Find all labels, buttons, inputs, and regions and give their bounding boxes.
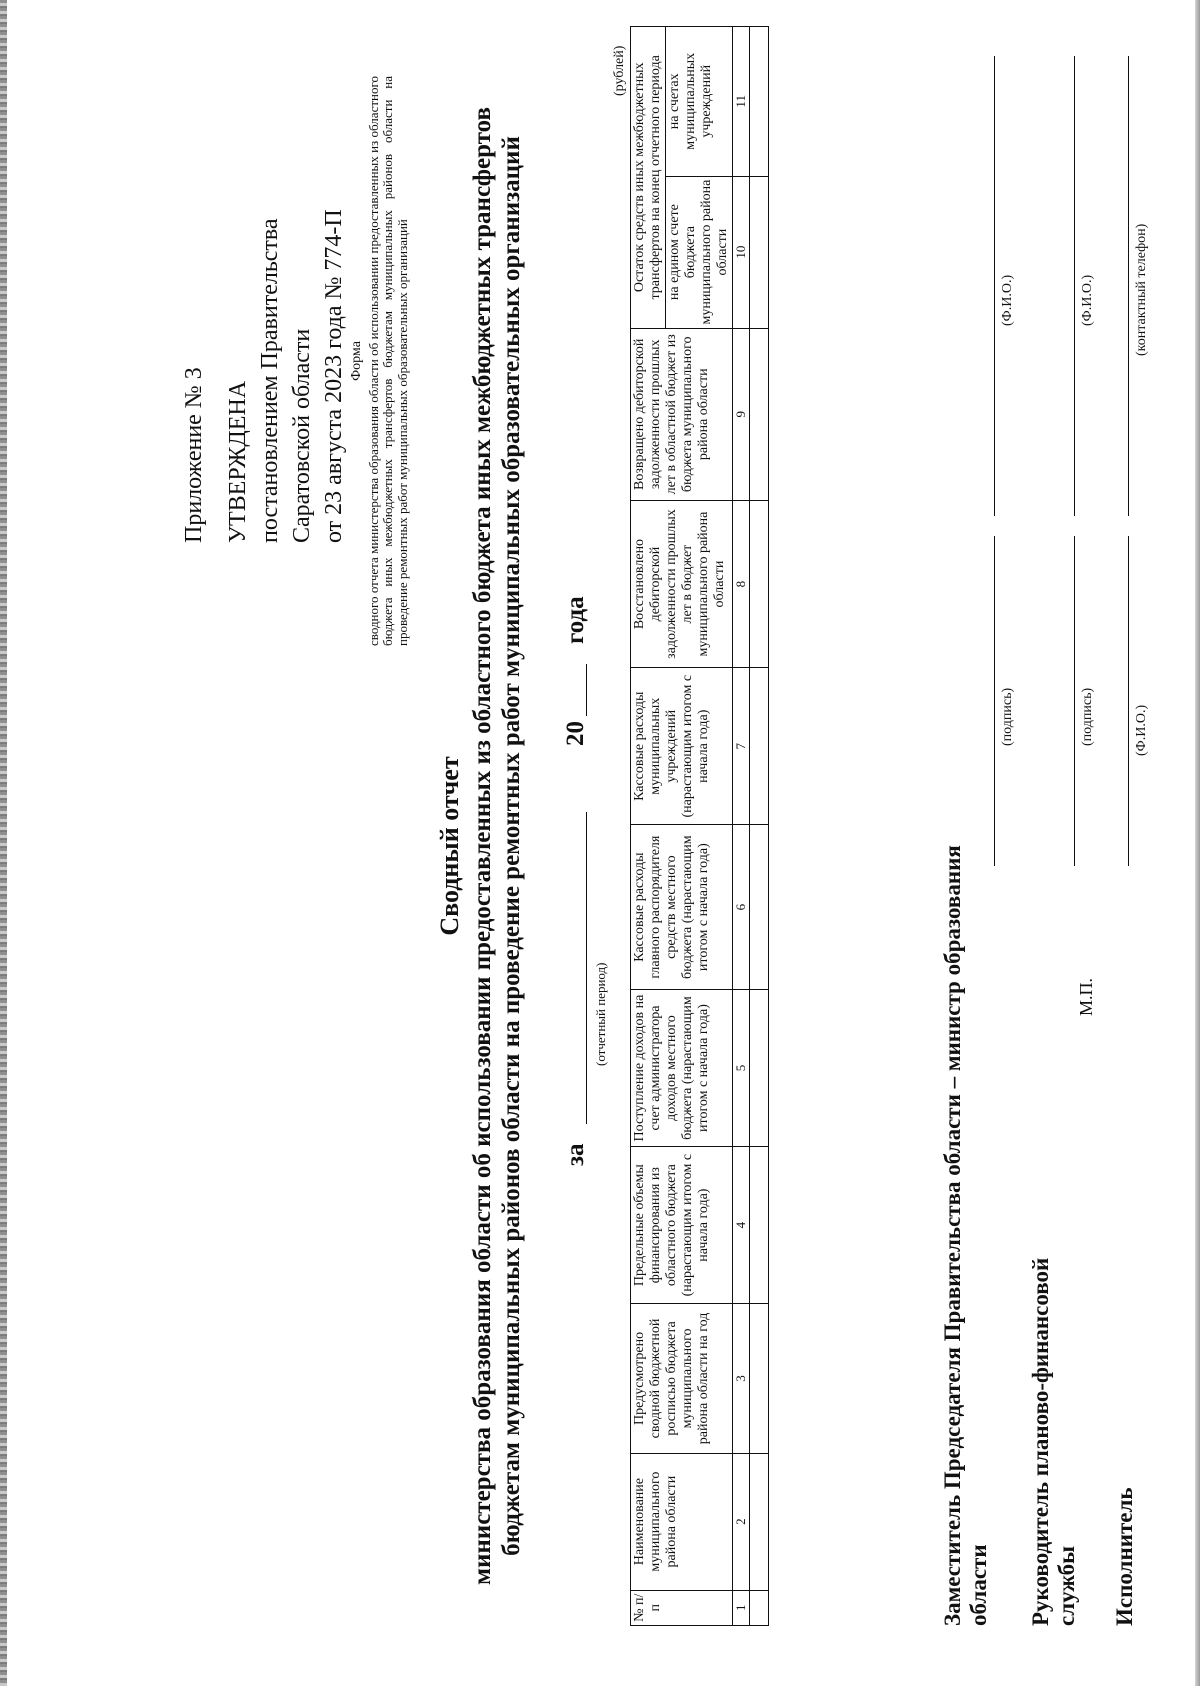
annex-line-1: постановлением Правительства: [257, 218, 283, 543]
form-description: сводного отчета министерства образования области об использовании предоставленных из областного бюджета иных межбюджетных трансфертов бюджетам муниципальных районов области на проведение ремонтных работ муниципальных образовательных организаций: [365, 76, 410, 646]
column-number: 10: [733, 176, 750, 328]
deputy-sign-hint: (подпись): [1000, 687, 1015, 746]
signature-block: [940, 6, 1170, 1626]
header-col-11: на счетах муниципальных учреждений: [666, 27, 733, 177]
column-number: 2: [733, 1453, 750, 1590]
period-hint: (отчетный период): [593, 962, 608, 1066]
table-cell: [750, 825, 769, 990]
column-number-row: [733, 27, 750, 1626]
period-blank: [586, 812, 587, 1124]
executor-fio-hint: (Ф.И.О.): [1134, 704, 1149, 756]
period-prefix: за: [562, 1143, 589, 1166]
header-col-2: Наименование муниципального района области: [631, 1453, 733, 1590]
table-cell: [750, 500, 769, 667]
column-number: 1: [733, 1590, 750, 1625]
table-cell: [750, 1453, 769, 1590]
table-cell: [750, 1147, 769, 1304]
header-col-9: Возвращено дебиторской задолженности прошлых лет в областной бюджет из бюджета муниципального района области: [631, 328, 733, 500]
header-col-7: Кассовые расходы муниципальных учреждений (нарастающим итогом с начала года): [631, 668, 733, 825]
table-cell: [750, 668, 769, 825]
table-cell: [750, 989, 769, 1146]
report-subtitle: министерства образования области об использовании предоставленных из областного бюджета иных межбюджетных трансфертов бюджетам муниципальных районов области на проведение ремонтных работ муниципальных образовательных организаций: [469, 106, 525, 1586]
annex-number: Приложение № 3: [181, 367, 207, 543]
deputy-sign-line: [994, 536, 995, 866]
column-number: 3: [733, 1304, 750, 1454]
column-number: 4: [733, 1147, 750, 1304]
executor-phone-line: [1128, 56, 1129, 516]
report-heading: Сводный отчет: [435, 756, 464, 936]
header-col-10: на едином счете бюджета муниципального района области: [666, 176, 733, 328]
head-fio-line: [1074, 56, 1075, 516]
table-header-row: [631, 27, 666, 1626]
column-number: 6: [733, 825, 750, 990]
deputy-fio-hint: (Ф.И.О.): [1000, 274, 1015, 326]
column-number: 7: [733, 668, 750, 825]
annex-block: [178, 43, 350, 543]
empty-data-row: [750, 27, 769, 1626]
header-col-6: Кассовые расходы главного распорядителя средств местного бюджета (нарастающим итогом с начала года): [631, 825, 733, 990]
annex-line-2: Саратовской области: [289, 328, 315, 543]
header-col-3: Предусмотрено сводной бюджетной росписью бюджета муниципального района области на год: [631, 1304, 733, 1454]
table-cell: [750, 1590, 769, 1625]
period-suffix: года: [562, 596, 589, 644]
year-blank: [586, 664, 587, 716]
executor-phone-hint: (контактный телефон): [1134, 223, 1149, 356]
header-col-10-11: Остаток средств иных межбюджетных трансфертов на конец отчетного периода: [631, 27, 666, 329]
year-prefix: 20: [562, 721, 589, 746]
stamp-mark: М.П.: [1076, 977, 1096, 1016]
report-title: [435, 56, 526, 1636]
column-number: 5: [733, 989, 750, 1146]
form-label: Форма: [349, 341, 364, 381]
annex-line-3: от 23 августа 2023 года № 774-П: [321, 209, 347, 543]
header-col-4: Предельные объемы финансирования из областного бюджета (нарастающим итогом с начала года): [631, 1147, 733, 1304]
header-col-1: № п/п: [631, 1590, 733, 1625]
annex-approved: УТВЕРЖДЕНА: [225, 380, 251, 543]
header-col-5: Поступление доходов на счет администратора доходов местного бюджета (нарастающим итогом с начала года): [631, 989, 733, 1146]
head-fio-hint: (Ф.И.О.): [1080, 274, 1095, 326]
executor-title: Исполнитель: [1112, 1487, 1137, 1626]
head-sign-line: [1074, 536, 1075, 866]
deputy-fio-line: [994, 56, 995, 516]
period-line: [560, 446, 608, 1166]
deputy-title: Заместитель Председателя Правительства области – министр образования области: [940, 845, 991, 1626]
header-col-8: Восстановлено дебиторской задолженности прошлых лет в бюджет муниципального района области: [631, 500, 733, 667]
table-cell: [750, 176, 769, 328]
head-title: Руководитель планово-финансовой службы: [1028, 1257, 1079, 1626]
column-number: 8: [733, 500, 750, 667]
column-number: 11: [733, 27, 750, 177]
table-cell: [750, 328, 769, 500]
executor-fio-line: [1128, 536, 1129, 866]
units-label: (рублей): [612, 45, 627, 96]
report-table: [630, 26, 769, 1626]
table-cell: [750, 27, 769, 177]
head-sign-hint: (подпись): [1080, 687, 1095, 746]
table-cell: [750, 1304, 769, 1454]
form-caption: [350, 76, 410, 646]
column-number: 9: [733, 328, 750, 500]
